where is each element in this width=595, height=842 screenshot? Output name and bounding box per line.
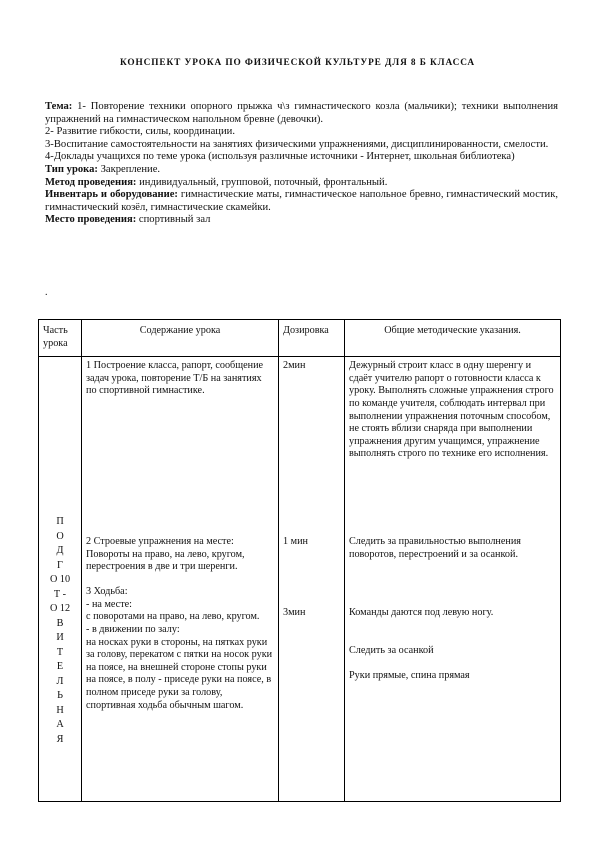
- place-line: [45, 214, 558, 227]
- content-item-3b: с поворотами на право, на лево, кругом.: [86, 611, 260, 623]
- stray-dot: .: [45, 287, 48, 298]
- part-letter: О 12: [49, 603, 71, 615]
- place-label: Место проведения:: [45, 214, 137, 226]
- content-item-3-title: 3 Ходьба:: [86, 586, 128, 598]
- method-text: индивидуальный, групповой, поточный, фронтальный.: [136, 176, 388, 188]
- part-letter: В: [56, 617, 64, 629]
- goal-3: 3-Воспитание самостоятельности на занятиях физическими упражнениями, дисциплинированности, смелости.: [45, 138, 549, 150]
- part-letter: Г: [57, 559, 63, 571]
- part-letter: Ь: [57, 690, 63, 702]
- part-letter: И: [56, 632, 64, 644]
- part-letter: А: [56, 719, 64, 731]
- lesson-type-line: [45, 164, 558, 177]
- part-letter: Я: [56, 733, 64, 745]
- content-item-3c: - в движении по залу:: [86, 623, 180, 635]
- part-letter: Т: [56, 646, 64, 658]
- part-vertical-label: [43, 360, 77, 747]
- content-item-3a: - на месте:: [86, 598, 133, 610]
- table-header-row: [39, 320, 561, 357]
- part-letter: Д: [56, 545, 64, 557]
- part-letter: Л: [56, 675, 64, 687]
- part-letter: Н: [56, 704, 64, 716]
- note-5: Руки прямые, спина прямая: [349, 670, 470, 682]
- inventory-text: гимнастические маты, гимнастическое напольное бревно, гимнастический мостик, гимнастический козёл, гимнастические скамейки.: [45, 189, 558, 213]
- lesson-type-label: Тип урока:: [45, 163, 98, 175]
- inventory-label: Инвентарь и оборудование:: [45, 189, 178, 201]
- content-cell: [82, 357, 279, 802]
- method-label: Метод проведения:: [45, 176, 137, 188]
- dosage-1: 2мин: [283, 360, 306, 372]
- theme-label: Тема:: [45, 101, 73, 112]
- goal-4: 4-Доклады учащихся по теме урока (используя различные источники - Интернет, школьная библиотека): [45, 151, 515, 163]
- lesson-intro: [45, 101, 558, 227]
- method-line: [45, 177, 558, 190]
- lesson-plan-table: [38, 319, 561, 802]
- notes-cell: [345, 357, 561, 802]
- place-text: спортивный зал: [136, 214, 211, 226]
- theme-text: 1- Повторение техники опорного прыжка ч\з гимнастического козла (мальчики); техники выполнения упражнений на гимнастическом напольном бревне (девочки).: [45, 101, 558, 125]
- table-row-preparatory: [39, 357, 561, 802]
- note-3: Команды даются под левую ногу.: [349, 607, 494, 619]
- note-4: Следить за осанкой: [349, 645, 434, 657]
- part-letter: Е: [56, 661, 64, 673]
- lesson-type-text: Закрепление.: [97, 163, 161, 175]
- part-letter: П: [56, 516, 64, 528]
- part-cell: [39, 357, 82, 802]
- note-2: Следить за правильностью выполнения поворотов, перестроений и за осанкой.: [349, 536, 521, 560]
- content-item-3d: на носках руки в стороны, на пятках руки за голову, перекатом с пятки на носок руки на поясе, на внешней стороне стопы руки на поясе, в полу - приседе руки на поясе, в полном приседе руки за голову, спортивная ходьба обычным шагом.: [86, 636, 273, 711]
- header-notes: Общие методические указания.: [345, 320, 561, 357]
- content-item-1: 1 Построение класса, рапорт, сообщение задач урока, повторение Т/Б на занятиях по спортивной гимнастике.: [86, 360, 264, 397]
- goal-2: 2- Развитие гибкости, силы, координации.: [45, 126, 235, 138]
- dosage-2: 1 мин: [283, 536, 308, 548]
- document-title: КОНСПЕКТ УРОКА ПО ФИЗИЧЕСКОЙ КУЛЬТУРЕ ДЛЯ 8 Б КЛАССА: [120, 58, 475, 68]
- dosage-cell: [279, 357, 345, 802]
- header-dosage: Дозировка: [279, 320, 345, 357]
- inventory-line: [45, 189, 558, 214]
- note-1: Дежурный строит класс в одну шеренгу и сдаёт учителю рапорт о готовности класса к уроку. Выполнять сложные упражнения строго по команде учителя, соблюдать интервал при выполнении упражнения поточным способом, не стоять вблизи снаряда при выполнении упражнения другим учащимся, упражнение выполнять строго по технике его исполнения.: [349, 360, 554, 460]
- part-letter: Т -: [53, 588, 67, 600]
- header-part: Часть урока: [39, 320, 82, 357]
- theme-line: [45, 101, 558, 126]
- dosage-3: 3мин: [283, 607, 306, 619]
- header-content: Содержание урока: [82, 320, 279, 357]
- part-letter: О: [56, 530, 64, 542]
- part-letter: О 10: [49, 574, 71, 586]
- content-item-2: 2 Строевые упражнения на месте: Повороты на право, на лево, кругом, перестроения в две и три шеренги.: [86, 536, 245, 573]
